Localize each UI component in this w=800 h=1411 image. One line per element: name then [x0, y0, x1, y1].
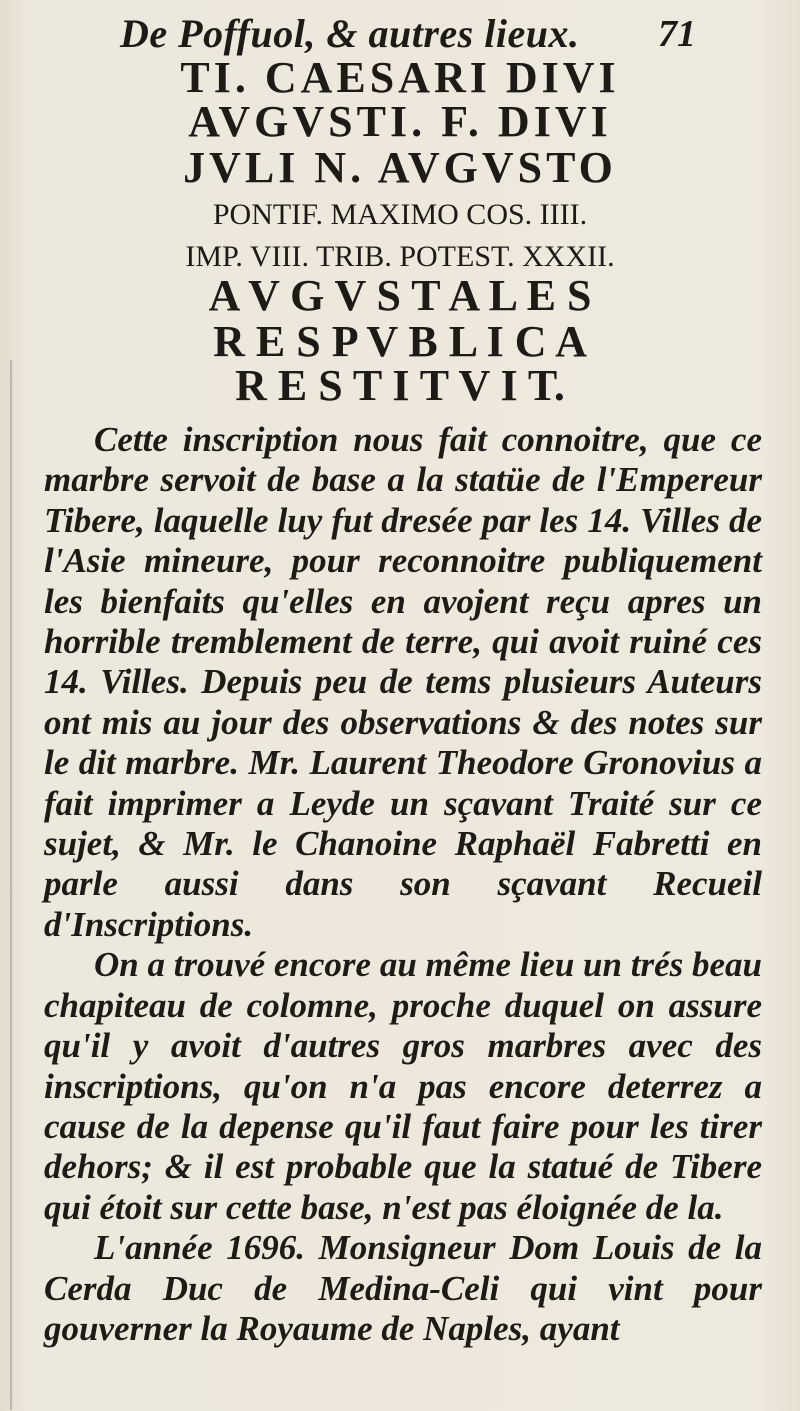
page-number: 71: [658, 13, 696, 55]
inscription-line: PONTIF. MAXIMO COS. IIII.: [212, 198, 588, 231]
paragraph: L'année 1696. Monsigneur Dom Louis de la Cerda Duc de Medina-Celi qui vint pour gouverner la Royaume de Naples, ayant: [44, 1228, 762, 1348]
inscription-line: AVGVSTI. F. DIVI: [188, 97, 612, 146]
paragraph: On a trouvé encore au même lieu un trés beau chapiteau de colomne, proche duquel on assure qu'il y avoit d'autres gros marbres avec des inscriptions, qu'on n'a pas encore deterrez a cause de la depense qu'il faut faire pour les tirer dehors; & il est probable que la statué de Tibere qui étoit sur cette base, n'est pas éloignée de la.: [44, 945, 762, 1227]
body-text: [44, 420, 762, 1349]
inscription-line: R E S P V B L I C A: [213, 317, 587, 366]
inscription-line: IMP. VIII. TRIB. POTEST. XXXII.: [185, 240, 615, 273]
inscription-line: TI. CAESARI DIVI: [180, 53, 620, 102]
inscription-line: R E S T I T V I T.: [235, 361, 565, 410]
running-head: De Poffuol, & autres lieux.: [120, 11, 580, 56]
inscription-line: JVLI N. AVGVSTO: [183, 143, 617, 192]
paragraph: Cette inscription nous fait connoitre, que ce marbre servoit de base a la statüe de l'Empereur Tibere, laquelle luy fut dresée par les 14. Villes de l'Asie mineure, pour reconnoitre publiquement les bienfaits qu'elles en avojent reçu apres un horrible tremblement de terre, qui avoit ruiné ces 14. Villes. Depuis peu de tems plusieurs Auteurs ont mis au jour des observations & des notes sur le dit marbre. Mr. Laurent Theodore Gronovius a fait imprimer a Leyde un sçavant Traité sur ce sujet, & Mr. le Chanoine Raphaël Fabretti en parle aussi dans son sçavant Recueil d'Inscriptions.: [44, 420, 762, 944]
inscription-line: A V G V S T A L E S: [208, 271, 592, 320]
gutter-line: [10, 360, 12, 1410]
